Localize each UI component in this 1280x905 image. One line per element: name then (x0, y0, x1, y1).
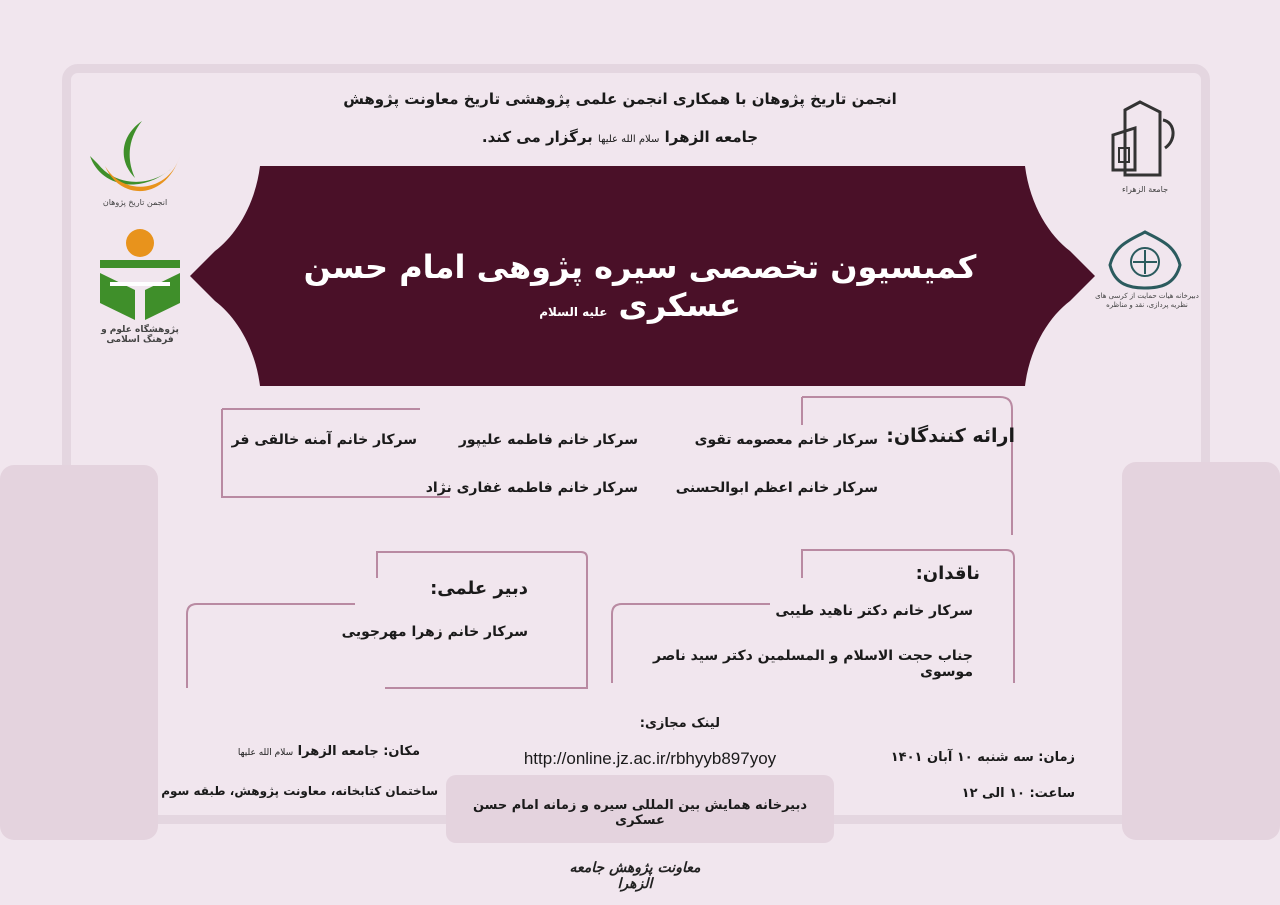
presenter-4: سرکار خانم فاطمه غفاری نژاد (425, 480, 638, 496)
intro-org: جامعه الزهرا (664, 128, 759, 146)
presenter-1: سرکار خانم معصومه تقوی (694, 432, 878, 448)
board-caption: دبیرخانه هیات حمایت از کرسی های نظریه پردازی، نقد و مناظره (1095, 292, 1199, 309)
intro-end: برگزار می کند. (481, 128, 593, 146)
side-panel-left (0, 465, 158, 840)
banner-title-text: کمیسیون تخصصی سیره پژوهی امام حسن عسکری (303, 248, 977, 324)
location-place: مکان: جامعه الزهرا (297, 744, 420, 759)
history-society-caption: انجمن تاریخ پژوهان (102, 198, 168, 207)
research-institute-caption: پژوهشگاه علوم و فرهنگ اسلامی (101, 325, 179, 345)
critic-2: جناب حجت الاسلام و المسلمین دکتر سید ناصر موسوی (652, 648, 973, 680)
time-hour: ساعت: ۱۰ الی ۱۲ (961, 786, 1075, 801)
critic-1: سرکار خانم دکتر ناهید طیبی (775, 603, 973, 619)
critics-heading: ناقدان: (915, 563, 980, 584)
side-panel-right (1122, 462, 1280, 840)
jamiat-caption: جامعة الزهراء (1121, 185, 1169, 194)
meeting-url[interactable]: http://online.jz.ac.ir/rbhyyb897yoy (523, 749, 777, 768)
secretary-frame (185, 548, 590, 693)
presenter-5: سرکار خانم آمنه خالقی فر (231, 432, 417, 448)
link-label: لینک مجازی: (639, 716, 720, 731)
intro-honorific: سلام الله علیها (598, 134, 660, 145)
location-line-2: ساختمان کتابخانه، معاونت پژوهش، طبقه سوم (161, 784, 438, 798)
location-honorific: سلام الله علیها (237, 748, 294, 758)
intro-line-1: انجمن تاریخ پژوهان با همکاری انجمن علمی پژوهشی تاریخ معاونت پژوهش (343, 90, 897, 108)
organizer-text: دبیرخانه همایش بین المللی سیره و زمانه امام حسن عسکری (472, 798, 808, 828)
presenters-heading: ارائه کنندگان: (886, 425, 1015, 447)
time-date: زمان: سه شنبه ۱۰ آبان ۱۴۰۱ (890, 750, 1075, 765)
location-line-1 (210, 744, 420, 759)
secretary-heading: دبیر علمی: (430, 578, 528, 599)
board-logo (1105, 230, 1185, 290)
presenters-frame (220, 395, 1020, 540)
banner-title-suffix: علیه السلام (539, 305, 608, 319)
signature-logo: معاونت پژوهش جامعه الزهرا (569, 860, 701, 892)
jamiat-logo (1105, 100, 1185, 185)
presenter-3: سرکار خانم فاطمه علیپور (458, 432, 638, 448)
presenter-2: سرکار خانم اعظم ابوالحسنی (675, 480, 878, 496)
intro-line-2 (300, 128, 940, 146)
banner-title (240, 248, 1040, 324)
secretary-name: سرکار خانم زهرا مهرجویی (341, 624, 528, 640)
research-institute-logo (95, 228, 185, 323)
history-society-logo (80, 116, 185, 208)
